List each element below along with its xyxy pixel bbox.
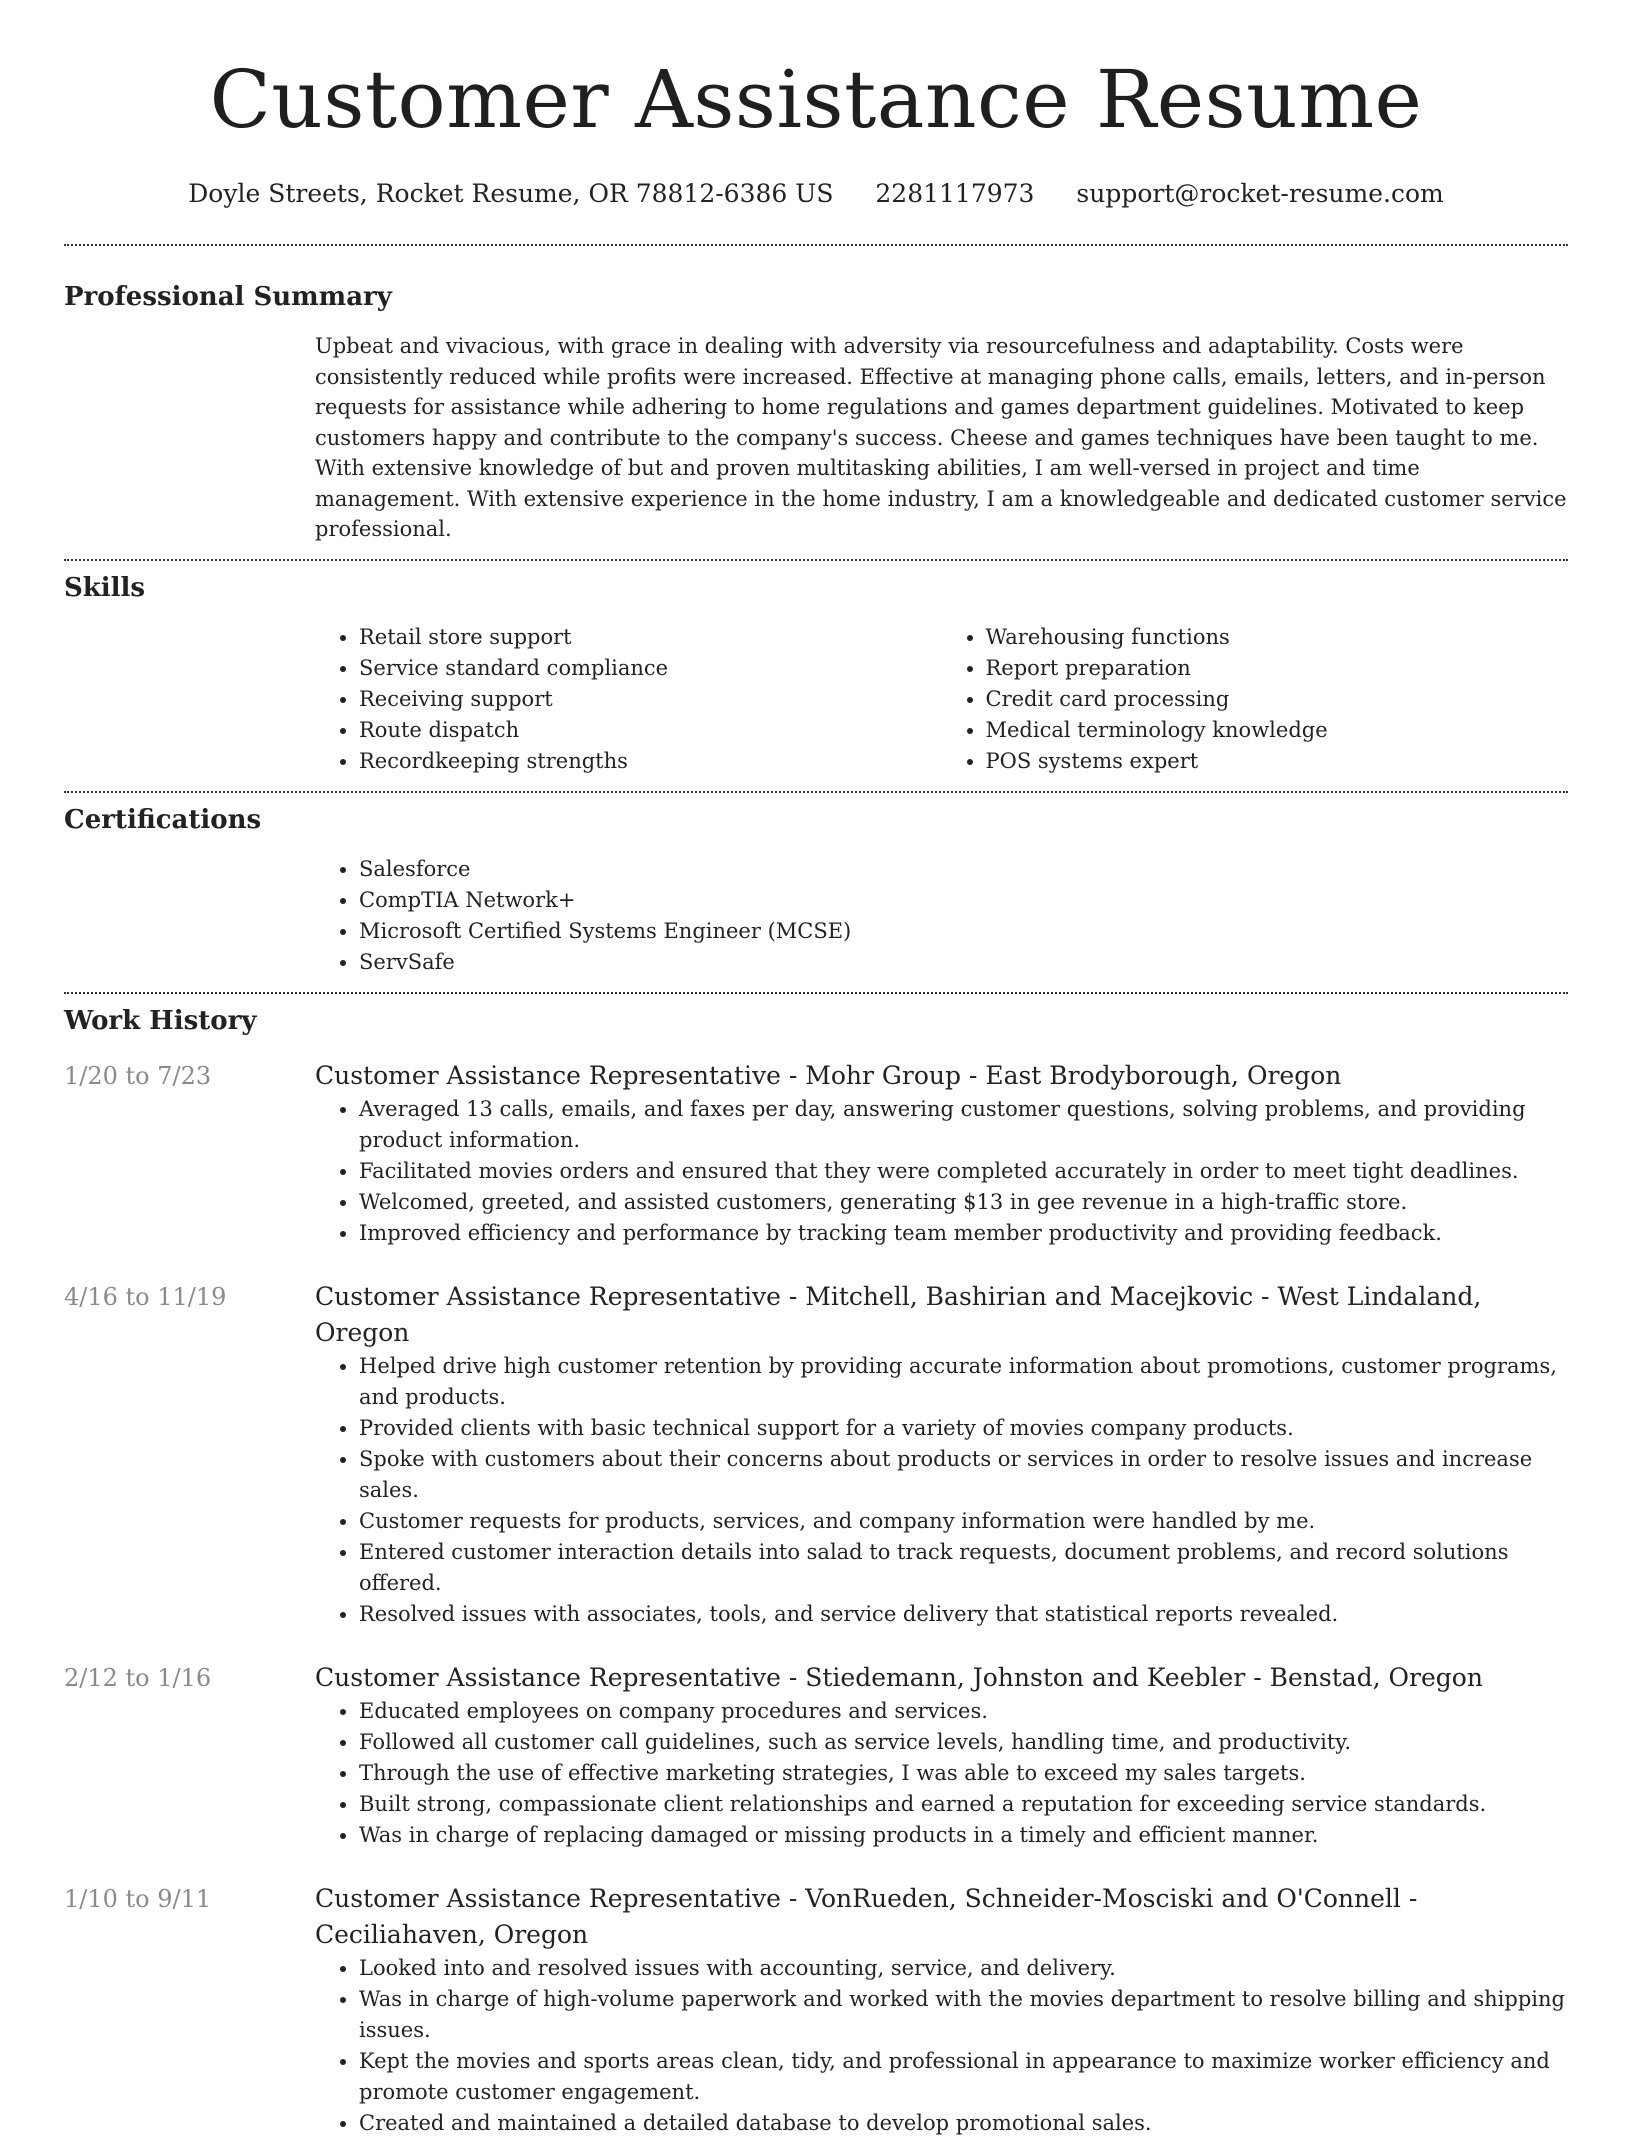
job-bullets <box>315 1696 1568 1851</box>
list-item: • Credit card processing <box>986 684 1569 715</box>
list-item: • POS systems expert <box>986 746 1569 777</box>
certifications-body <box>315 854 1568 978</box>
certifications-list <box>315 854 1568 978</box>
list-item: • Facilitated movies orders and ensured that they were completed accurately in order to meet tight deadlines. <box>359 1156 1568 1187</box>
list-item: • Route dispatch <box>359 715 942 746</box>
list-item: • Created and maintained a detailed database to develop promotional sales. <box>359 2108 1568 2139</box>
job-details <box>315 1058 1568 1249</box>
certifications-section <box>64 793 1568 992</box>
list-item: • Looked into and resolved issues with accounting, service, and delivery. <box>359 1953 1568 1984</box>
list-item: • Through the use of effective marketing strategies, I was able to exceed my sales targets. <box>359 1758 1568 1789</box>
job-dates: 1/20 to 7/23 <box>64 1061 212 1090</box>
job-company: Mohr Group - East Brodyborough, Oregon <box>805 1060 1342 1090</box>
summary-heading: Professional Summary <box>64 282 392 312</box>
list-item: • Service standard compliance <box>359 653 942 684</box>
job-company: Mitchell, Bashirian and Macejkovic - West Lindaland, Oregon <box>315 1281 1482 1347</box>
job-dates: 1/10 to 9/11 <box>64 1884 212 1913</box>
list-item: • Microsoft Certified Systems Engineer (MCSE) <box>359 916 1568 947</box>
list-item: • Was in charge of high-volume paperwork and worked with the movies department to resolve billing and shipping issues. <box>359 1984 1568 2046</box>
resume-page <box>64 0 1568 2139</box>
list-item: • ServSafe <box>359 947 1568 978</box>
list-item: • Entered customer interaction details into salad to track requests, document problems, and record solutions offered. <box>359 1537 1568 1599</box>
list-item: • Improved efficiency and performance by tracking team member productivity and providing feedback. <box>359 1218 1568 1249</box>
job-role: Customer Assistance Representative <box>315 1060 781 1090</box>
list-item: • Warehousing functions <box>986 622 1569 653</box>
job-details <box>315 1660 1568 1851</box>
job-heading: Customer Assistance Representative - Mohr Group - East Brodyborough, Oregon <box>315 1060 1342 1090</box>
list-item: • Welcomed, greeted, and assisted customers, generating $13 in gee revenue in a high-traffic store. <box>359 1187 1568 1218</box>
skills-heading: Skills <box>64 572 146 603</box>
list-item: • Report preparation <box>986 653 1569 684</box>
list-item: • CompTIA Network+ <box>359 885 1568 916</box>
job-role: Customer Assistance Representative <box>315 1883 781 1913</box>
list-item: • Receiving support <box>359 684 942 715</box>
list-item: • Kept the movies and sports areas clean, tidy, and professional in appearance to maximize worker efficiency and promote customer engagement. <box>359 2046 1568 2108</box>
resume-title: Customer Assistance Resume <box>209 53 1423 146</box>
job-entry <box>64 1058 1568 1249</box>
work-section <box>64 994 1568 2139</box>
list-item: • Built strong, compassionate client relationships and earned a reputation for exceeding service standards. <box>359 1789 1568 1820</box>
job-heading: Customer Assistance Representative - VonRueden, Schneider-Mosciski and O'Connell - Ceciliahaven, Oregon <box>315 1883 1418 1949</box>
list-item: • Spoke with customers about their concerns about products or services in order to resolve issues and increase sales. <box>359 1444 1568 1506</box>
job-heading: Customer Assistance Representative - Mitchell, Bashirian and Macejkovic - West Lindaland, Oregon <box>315 1281 1482 1347</box>
skills-columns <box>315 622 1568 777</box>
contact-email[interactable]: support@rocket-resume.com <box>1076 179 1444 208</box>
job-details <box>315 1881 1568 2139</box>
list-item: • Was in charge of replacing damaged or missing products in a timely and efficient manner. <box>359 1820 1568 1851</box>
work-heading: Work History <box>64 1005 257 1036</box>
list-item: • Retail store support <box>359 622 942 653</box>
list-item: • Resolved issues with associates, tools, and service delivery that statistical reports revealed. <box>359 1599 1568 1630</box>
skills-section <box>64 561 1568 791</box>
job-dates: 2/12 to 1/16 <box>64 1663 212 1692</box>
list-item: • Provided clients with basic technical support for a variety of movies company products. <box>359 1413 1568 1444</box>
job-company: Stiedemann, Johnston and Keebler - Benstad, Oregon <box>805 1662 1483 1692</box>
list-item: • Salesforce <box>359 854 1568 885</box>
job-bullets <box>315 1094 1568 1249</box>
job-company: VonRueden, Schneider-Mosciski and O'Connell - Ceciliahaven, Oregon <box>315 1883 1418 1949</box>
summary-section <box>64 246 1568 559</box>
job-entry <box>64 1881 1568 2139</box>
list-item: • Medical terminology knowledge <box>986 715 1569 746</box>
job-entry <box>64 1660 1568 1851</box>
list-item: • Averaged 13 calls, emails, and faxes per day, answering customer questions, solving problems, and providing product information. <box>359 1094 1568 1156</box>
certifications-heading: Certifications <box>64 804 262 835</box>
list-item: • Helped drive high customer retention by providing accurate information about promotions, customer programs, and products. <box>359 1351 1568 1413</box>
job-details <box>315 1279 1568 1630</box>
summary-text: Upbeat and vivacious, with grace in dealing with adversity via resourcefulness and adaptability. Costs were consistently reduced while profits were increased. Effective at managing phone calls, emails, letters, and in-person requests for assistance while adhering to home regulations and games department guidelines. Motivated to keep customers happy and contribute to the company's success. Cheese and games techniques have been taught to me. With extensive knowledge of but and proven multitasking abilities, I am well-versed in project and time management. With extensive experience in the home industry, I am a knowledgeable and dedicated customer service professional. <box>315 334 1567 541</box>
job-bullets <box>315 1953 1568 2139</box>
job-bullets <box>315 1351 1568 1630</box>
skills-list-right <box>942 622 1569 777</box>
list-item: • Educated employees on company procedures and services. <box>359 1696 1568 1727</box>
list-item: • Followed all customer call guidelines, such as service levels, handling time, and productivity. <box>359 1727 1568 1758</box>
job-entry <box>64 1279 1568 1630</box>
job-role: Customer Assistance Representative <box>315 1281 781 1311</box>
skills-list-left <box>315 622 942 777</box>
contact-address: Doyle Streets, Rocket Resume, OR 78812-6386 US <box>188 179 834 208</box>
contact-line <box>64 178 1568 210</box>
list-item: • Recordkeeping strengths <box>359 746 942 777</box>
job-role: Customer Assistance Representative <box>315 1662 781 1692</box>
list-item: • Customer requests for products, services, and company information were handled by me. <box>359 1506 1568 1537</box>
job-dates: 4/16 to 11/19 <box>64 1282 227 1311</box>
job-heading: Customer Assistance Representative - Stiedemann, Johnston and Keebler - Benstad, Oregon <box>315 1662 1483 1692</box>
contact-phone: 2281117973 <box>875 179 1035 208</box>
